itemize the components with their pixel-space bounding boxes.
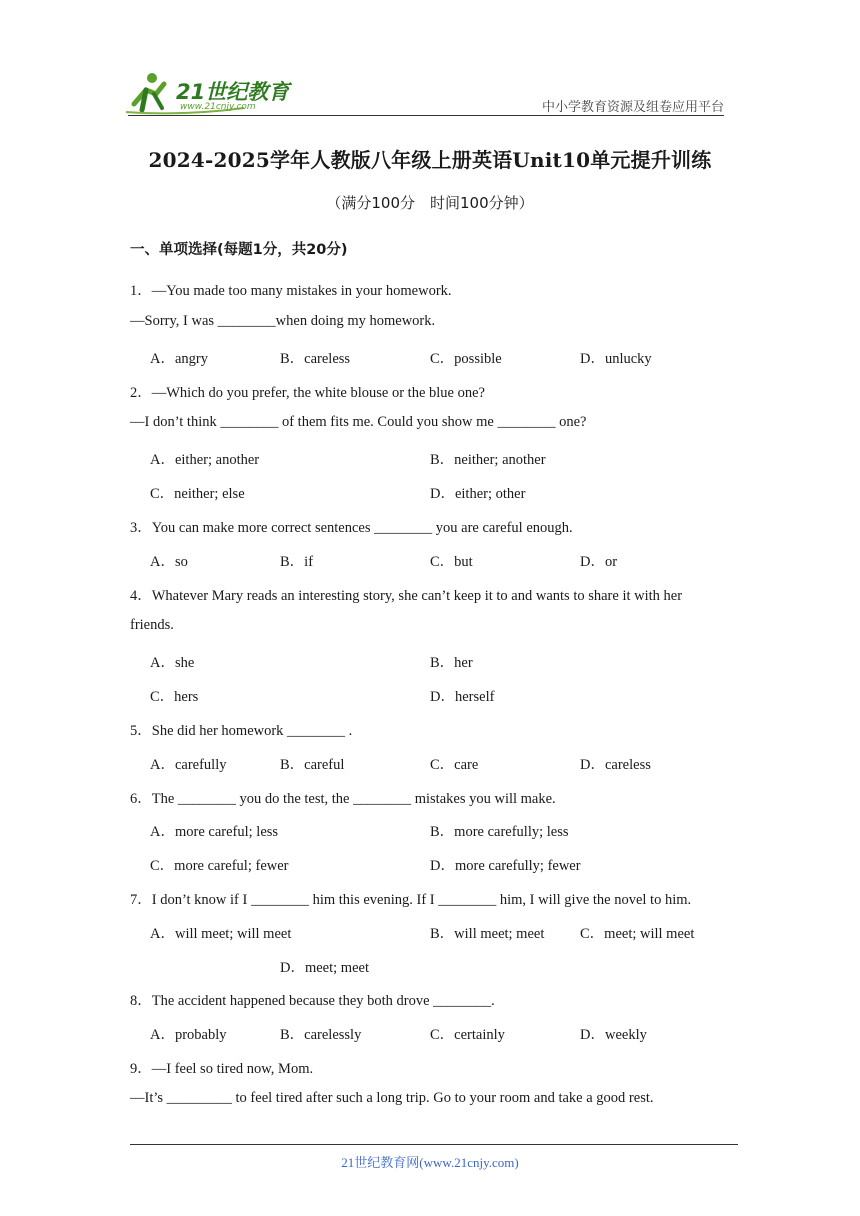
question-4-line-2: friends. <box>130 617 174 633</box>
q2-option-b[interactable]: B．neither; another <box>430 452 546 468</box>
footer-link[interactable]: 21世纪教育网(www.21cnjy.com) <box>341 1155 519 1170</box>
q2-option-a[interactable]: A．either; another <box>150 452 260 468</box>
page-subtitle: （满分100分 时间100分钟） <box>326 194 534 212</box>
q1-option-b[interactable]: B．careless <box>280 351 351 367</box>
q5-option-a[interactable]: A．carefully <box>150 757 227 773</box>
q6-option-d[interactable]: D．more carefully; fewer <box>430 858 581 874</box>
q7-option-a[interactable]: A．will meet; will meet <box>150 926 292 942</box>
q1-option-c[interactable]: C．possible <box>430 351 502 367</box>
q7-option-d[interactable]: D．meet; meet <box>280 960 369 976</box>
q6-option-b[interactable]: B．more carefully; less <box>430 824 569 840</box>
q6-option-a[interactable]: A．more careful; less <box>150 824 279 840</box>
q3-option-d[interactable]: D．or <box>580 554 618 570</box>
logo-text: 21世纪教育 <box>176 80 290 104</box>
q3-option-c[interactable]: C．but <box>430 554 473 570</box>
question-6-line-1: 6．The ________ you do the test, the ________ mistakes you will make. <box>130 791 556 807</box>
question-8-line-1: 8．The accident happened because they both drove ________. <box>130 993 495 1009</box>
q4-option-b[interactable]: B．her <box>430 655 473 671</box>
q4-option-c[interactable]: C．hers <box>150 689 199 705</box>
question-9-line-1: 9．—I feel so tired now, Mom. <box>130 1061 314 1077</box>
question-2-line-1: 2．—Which do you prefer, the white blouse or the blue one? <box>130 385 485 401</box>
q2-option-d[interactable]: D．either; other <box>430 486 526 502</box>
q7-option-c[interactable]: C．meet; will meet <box>580 926 695 942</box>
q7-option-b[interactable]: B．will meet; meet <box>430 926 545 942</box>
q1-option-d[interactable]: D．unlucky <box>580 351 652 367</box>
section-heading: 一、单项选择(每题1分，共20分) <box>130 242 348 258</box>
q5-option-d[interactable]: D．careless <box>580 757 651 773</box>
question-7-line-1: 7．I don’t know if I ________ him this evening. If I ________ him, I will give the novel to him. <box>130 892 692 908</box>
q6-option-c[interactable]: C．more careful; fewer <box>150 858 289 874</box>
q8-option-c[interactable]: C．certainly <box>430 1027 505 1043</box>
q5-option-c[interactable]: C．care <box>430 757 479 773</box>
q4-option-d[interactable]: D．herself <box>430 689 495 705</box>
q8-option-d[interactable]: D．weekly <box>580 1027 647 1043</box>
q1-option-a[interactable]: A．angry <box>150 351 208 367</box>
q8-option-a[interactable]: A．probably <box>150 1027 227 1043</box>
q3-option-b[interactable]: B．if <box>280 554 314 570</box>
q3-option-a[interactable]: A．so <box>150 554 188 570</box>
page-title: 2024-2025学年人教版八年级上册英语Unit10单元提升训练 <box>148 148 712 172</box>
logo-subtext: www.21cnjy.com <box>180 102 256 112</box>
q8-option-b[interactable]: B．carelessly <box>280 1027 362 1043</box>
site-logo <box>124 68 294 118</box>
question-1-line-2: —Sorry, I was ________when doing my homework. <box>130 313 436 329</box>
question-2-line-2: —I don’t think ________ of them fits me. Could you show me ________ one? <box>130 414 587 430</box>
q5-option-b[interactable]: B．careful <box>280 757 345 773</box>
question-9-line-2: —It’s _________ to feel tired after such a long trip. Go to your room and take a good rest. <box>130 1090 654 1106</box>
header-tagline: 中小学教育资源及组卷应用平台 <box>541 100 724 115</box>
question-1-line-1: 1．—You made too many mistakes in your homework. <box>130 283 452 299</box>
header-divider <box>128 115 724 116</box>
question-4-line-1: 4．Whatever Mary reads an interesting story, she can’t keep it to and wants to share it with her <box>130 588 683 604</box>
footer-divider <box>130 1144 738 1145</box>
question-3-line-1: 3．You can make more correct sentences ________ you are careful enough. <box>130 520 573 536</box>
q4-option-a[interactable]: A．she <box>150 655 195 671</box>
question-5-line-1: 5．She did her homework ________ . <box>130 723 353 739</box>
q2-option-c[interactable]: C．neither; else <box>150 486 245 502</box>
